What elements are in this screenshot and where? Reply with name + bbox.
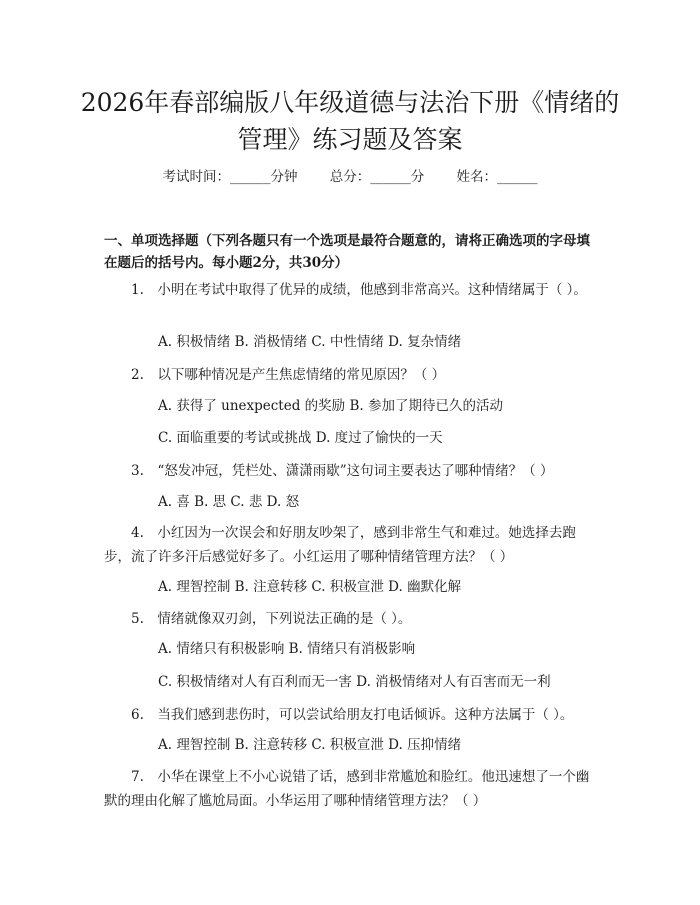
question-6-options: A. 理智控制 B. 注意转移 C. 积极宣泄 D. 压抑情绪	[158, 737, 462, 753]
student-name-field: 姓名：______	[456, 169, 538, 185]
exam-time-field: 考试时间：______分钟	[162, 169, 298, 185]
question-2-options-row-1: A. 获得了 unexpected 的奖励 B. 参加了期待已久的活动	[158, 398, 503, 414]
question-1-options: A. 积极情绪 B. 消极情绪 C. 中性情绪 D. 复杂情绪	[158, 334, 462, 350]
section-heading: 一、单项选择题（下列各题只有一个选项是最符合题意的，请将正确选项的字母填在题后的括号内。每小题2分，共30分）	[104, 233, 590, 271]
question-5: 5. 情绪就像双刃剑，下列说法正确的是（ ）。	[131, 611, 412, 627]
question-2-options-row-2: C. 面临重要的考试或挑战 D. 度过了愉快的一天	[158, 430, 443, 446]
question-4: 4. 小红因为一次误会和好朋友吵架了，感到非常生气和难过。她选择去跑步，流了许多汗后感觉好多了。小红运用了哪种情绪管理方法？（ ）	[104, 525, 576, 565]
question-3-options: A. 喜 B. 思 C. 悲 D. 怒	[158, 494, 300, 510]
question-5-options-row-2: C. 积极情绪对人有百利而无一害 D. 消极情绪对人有百害而无一利	[158, 674, 551, 690]
question-3: 3. “怒发冲冠，凭栏处、潇潇雨歇”这句词主要表达了哪种情绪？（ ）	[131, 463, 554, 479]
question-6: 6. 当我们感到悲伤时，可以尝试给朋友打电话倾诉。这种方法属于（ ）。	[131, 707, 574, 723]
question-1: 1. 小明在考试中取得了优异的成绩，他感到非常高兴。这种情绪属于（ ）。	[131, 282, 587, 298]
exam-info-line	[0, 168, 700, 186]
total-score-field: 总分：______分	[329, 169, 425, 185]
question-7: 7. 小华在课堂上不小心说错了话，感到非常尴尬和脸红。他迅速想了一个幽默的理由化解了尴尬局面。小华运用了哪种情绪管理方法？（ ）	[104, 769, 590, 809]
question-4-options: A. 理智控制 B. 注意转移 C. 积极宣泄 D. 幽默化解	[158, 579, 462, 595]
question-5-options-row-1: A. 情绪只有积极影响 B. 情绪只有消极影响	[158, 641, 416, 657]
question-2: 2. 以下哪种情况是产生焦虑情绪的常见原因？（ ）	[131, 367, 446, 383]
document-title: 2026年春部编版八年级道德与法治下册《情绪的管理》练习题及答案	[80, 88, 620, 154]
